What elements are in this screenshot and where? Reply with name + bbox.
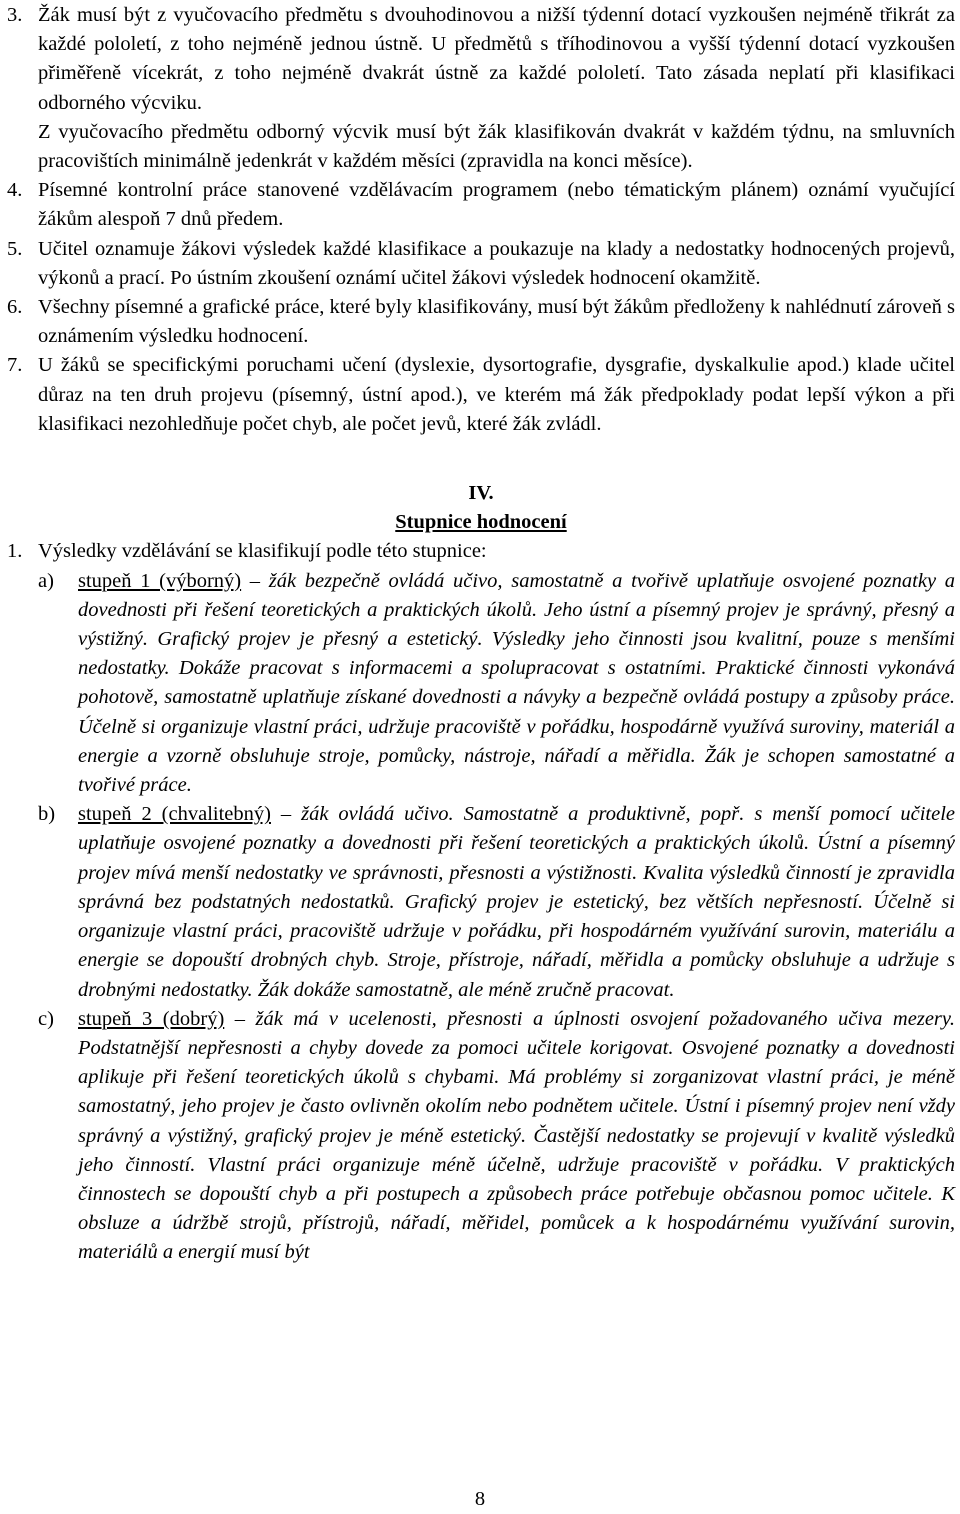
section-numeral: IV. <box>468 482 494 505</box>
grade-body <box>78 800 955 1004</box>
paragraph: Z vyučovacího předmětu odborný výcvik musí být žák klasifikován dvakrát v každém týdnu, na smluvních pracovištích minimálně jedenkrát v každém měsíci (zpravidla na konci měsíce). <box>38 120 955 173</box>
list-number: 3. <box>7 4 23 26</box>
list-body: Výsledky vzdělávání se klasifikují podle této stupnice: <box>38 540 487 563</box>
list-item-7 <box>7 351 955 439</box>
list-number: 7. <box>7 354 23 377</box>
list-item-3 <box>7 1 955 176</box>
grade-item-2 <box>7 800 955 1004</box>
grade-body <box>78 567 955 801</box>
list-item-6 <box>7 293 955 351</box>
grade-body <box>78 1005 955 1268</box>
grade-letter: b) <box>38 803 56 826</box>
list-body <box>38 235 955 293</box>
grade-description: – žák ovládá učivo. Samostatně a produktivně, popř. s menší pomocí učitele uplatňuje osvojené poznatky a dovednosti při řešení teoretických a praktických úkolů. Ústní a písemný projev mívá menší nedostatky ve správnosti, přesnosti a výstižnosti. Kvalita výsledků činností je zpravidla správná bez podstatných nedostatků. Grafický projev je estetický, bez větších nepřesností. Účelně si organizuje vlastní práci, pracoviště udržuje v pořádku, při hospodárném využívání surovin, materiálu a energie se dopouští drobných chyb. Stroje, přístroje, nářadí, měřidla a pomůcky obsluhuje a udržuje s drobnými nedostatky. Žák dokáže samostatně, ale méně zručně pracovat. <box>78 803 955 1001</box>
list-body <box>38 293 955 351</box>
list-number: 4. <box>7 179 23 202</box>
grade-letter: a) <box>38 569 54 592</box>
list-item-scale <box>7 537 955 566</box>
list-body <box>38 176 955 234</box>
paragraph: U žáků se specifickými poruchami učení (dyslexie, dysortografie, dysgrafie, dyskalkulie apod.) klade učitel důraz na ten druh projevu (písemný, ústní apod.), ve kterém má žák předpoklady podat lepší výkon a při klasifikaci nezohledňuje počet chyb, ale počet jevů, které žák zvládl. <box>38 354 955 435</box>
list-item-5 <box>7 235 955 293</box>
grade-item-3 <box>7 1005 955 1268</box>
paragraph: Učitel oznamuje žákovi výsledek každé klasifikace a poukazuje na klady a nedostatky hodnocených projevů, výkonů a prací. Po ústním zkoušení oznámí učitel žákovi výsledek hodnocení okamžitě. <box>38 237 955 289</box>
list-number: 6. <box>7 296 23 319</box>
grade-description: – žák má v ucelenosti, přesnosti a úplnosti osvojení požadovaného učiva mezery. Podstatnější nepřesnosti a chyby dovede za pomoci učitele korigovat. Osvojené poznatky a dovednosti aplikuje při řešení teoretických úkolů s chybami. Má problémy si zorganizovat vlastní práci, je méně samostatný, jeho projev je často ovlivněn okolím nebo podnětem učitele. Ústní i písemný projev není vždy správný a výstižný, grafický projev je méně estetický. Častější nedostatky se projevují v kvalitě výsledků jeho činností. Vlastní práci organizuje méně účelně, udržuje pracoviště v pořádku. V praktických činnostech se dopouští chyb a při postupech a způsobech práce potřebuje občasnou pomoc učitele. K obsluze a údržbě strojů, přístrojů, nářadí, měřidel, pomůcek a k hospodárnému využívání surovin, materiálů a energií musí být <box>78 1007 955 1264</box>
section-heading-text: Stupnice hodnocení <box>395 511 567 534</box>
paragraph: Žák musí být z vyučovacího předmětu s dvouhodinovou a nižší týdenní dotací vyzkoušen nejméně třikrát za každé pololetí, z toho nejméně jednou ústně. U předmětů s tříhodinovou a vyšší týdenní dotací vyzkoušen přiměřeně vícekrát, z toho nejméně dvakrát ústně za každé pololetí. Tato zásada neplatí při klasifikaci odborného výcviku. <box>38 4 955 114</box>
section-heading <box>7 508 955 537</box>
paragraph: Všechny písemné a grafické práce, které byly klasifikovány, musí být žákům předloženy k nahlédnutí zároveň s oznámením výsledku hodnocení. <box>38 296 955 348</box>
list-item-4 <box>7 176 955 234</box>
section-spacer <box>7 439 955 479</box>
page-content <box>7 1 955 1268</box>
grade-letter: c) <box>38 1007 54 1030</box>
grade-label: stupeň 3 (dobrý) <box>78 1007 225 1030</box>
list-body <box>38 351 955 439</box>
grade-label: stupeň 2 (chvalitebný) <box>78 803 271 826</box>
paragraph: Písemné kontrolní práce stanovené vzdělávacím programem (nebo tématickým plánem) oznámí vyučující žákům alespoň 7 dnů předem. <box>38 179 955 231</box>
list-number: 5. <box>7 237 23 260</box>
grade-label: stupeň 1 (výborný) <box>78 569 242 592</box>
grade-item-1 <box>7 567 955 801</box>
list-body <box>38 1 955 176</box>
grade-description: – žák bezpečně ovládá učivo, samostatně a tvořivě uplatňuje osvojené poznatky a dovednosti při řešení teoretických a praktických úkolů. Jeho ústní a písemný projev je správný, přesný a výstižný. Grafický projev je přesný a estetický. Výsledky jeho činnosti jsou kvalitní, pouze s menšími nedostatky. Dokáže pracovat s informacemi a spolupracovat s ostatními. Praktické činnosti vykonává pohotově, samostatně uplatňuje získané dovednosti a návyky a bezpečně ovládá postupy a způsoby práce. Účelně si organizuje vlastní práci, udržuje pracoviště v pořádku, hospodárně využívá suroviny, materiál a energie a vzorně obsluhuje stroje, pomůcky, nástroje, nářadí a měřidla. Žák je schopen samostatné a tvořivé práce. <box>78 569 955 797</box>
list-number: 1. <box>7 540 23 563</box>
page-number: 8 <box>474 1488 486 1510</box>
